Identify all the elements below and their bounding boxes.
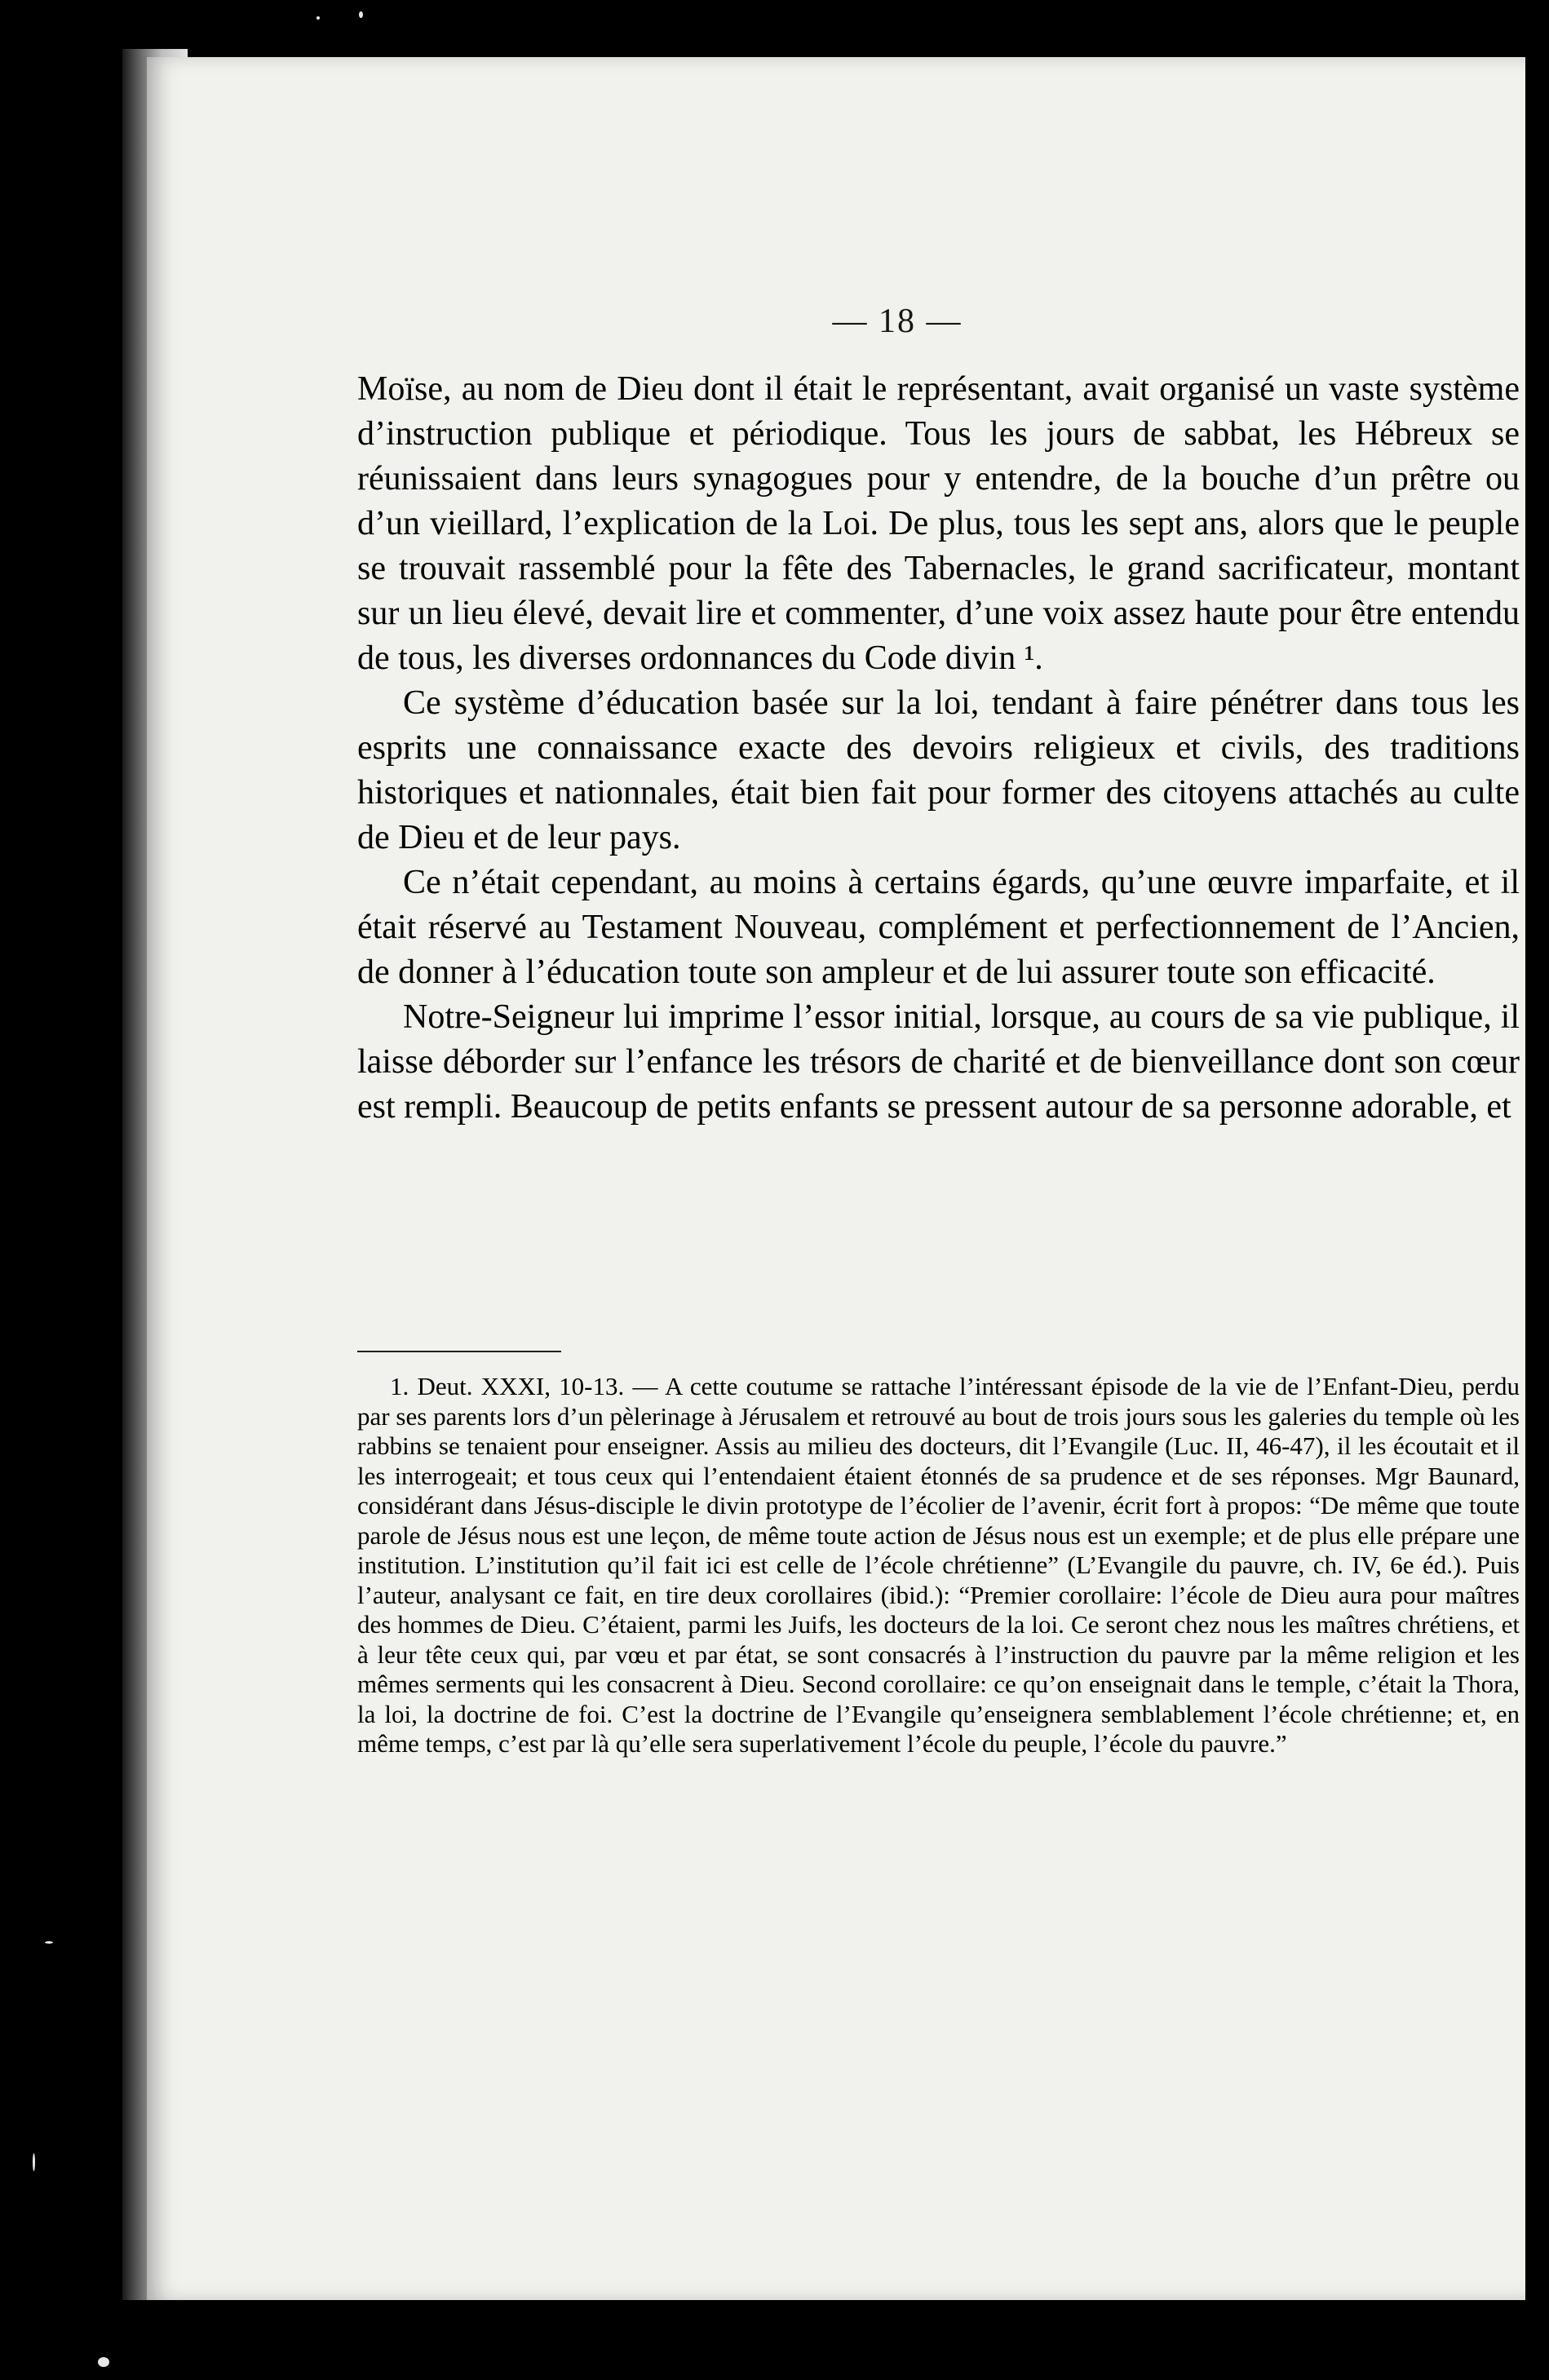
paragraph-3: Ce n’était cependant, au moins à certains égards, qu’une œuvre imparfaite, et il était réservé au Testament Nouveau, complément et perfectionnement de l’Ancien, de donner à l’éducation toute son ampleur et de lui assurer toute son efficacité.: [357, 864, 1520, 991]
paragraph-1: Moïse, au nom de Dieu dont il était le représentant, avait organisé un vaste système d’instruction publique et périodique. Tous les jours de sabbat, les Hébreux se réunissaient dans leurs synagogues pour y entendre, de la bouche d’un prêtre ou d’un vieillard, l’explication de la Loi. De plus, tous les sept ans, alors que le peuple se trouvait rassemblé pour la fête des Tabernacles, le grand sacrificateur, montant sur un lieu élevé, devait lire et commenter, d’une voix assez haute pour être entendu de tous, les diverses ordonnances du Code divin ¹.: [357, 370, 1520, 677]
paragraph-2: Ce système d’éducation basée sur la loi, tendant à faire pénétrer dans tous les esprits une connaissance exacte des devoirs religieux et civils, des traditions historiques et nationnales, était bien fait pour former des citoyens attachés au culte de Dieu et de leur pays.: [357, 684, 1520, 856]
paragraph-4: Notre-Seigneur lui imprime l’essor initial, lorsque, au cours de sa vie publique, il laisse déborder sur l’enfance les trésors de charité et de bienveillance dont son cœur est rempli. Beaucoup de petits enfants se pressent autour de sa personne adorable, et: [357, 998, 1520, 1126]
body-text: [357, 367, 1520, 1130]
footnote: 1. Deut. XXXI, 10-13. — A cette coutume se rattache l’intéressant épisode de la vie de l’Enfant-Dieu, perdu par ses parents lors d’un pèlerinage à Jérusalem et retrouvé au bout de trois jours sous les galeries du temple où les rabbins se tenaient pour enseigner. Assis au milieu des docteurs, dit l’Evangile (Luc. II, 46-47), il les écoutait et il les interrogeait; et tous ceux qui l’entendaient étaient étonnés de sa prudence et de ses réponses. Mgr Baunard, considérant dans Jésus-disciple le divin prototype de l’écolier de l’avenir, écrit fort à propos: “De même que toute parole de Jésus nous est une leçon, de même toute action de Jésus nous est un exemple; et de plus elle prépare une institution. L’institution qu’il fait ici est celle de l’école chrétienne” (L’Evangile du pauvre, ch. IV, 6e éd.). Puis l’auteur, analysant ce fait, en tire deux corollaires (ibid.): “Premier corollaire: l’école de Dieu aura pour maîtres des hommes de Dieu. C’étaient, parmi les Juifs, les docteurs de la loi. Ce seront chez nous les maîtres chrétiens, et à leur tête ceux qui, par vœu et par état, se sont consacrés à l’instruction du pauvre par la même religion et les mêmes serments qui les consacrent à Dieu. Second corollaire: ce qu’on enseignait dans le temple, c’était la Thora, la loi, la doctrine de foi. C’est la doctrine de l’Evangile qu’enseignera semblablement l’école chrétienne; et, en même temps, c’est par là qu’elle sera superlativement l’école du peuple, l’école du pauvre.”: [357, 1372, 1520, 1758]
page-number: — 18 —: [832, 303, 963, 340]
footnote-separator: [357, 1351, 561, 1352]
